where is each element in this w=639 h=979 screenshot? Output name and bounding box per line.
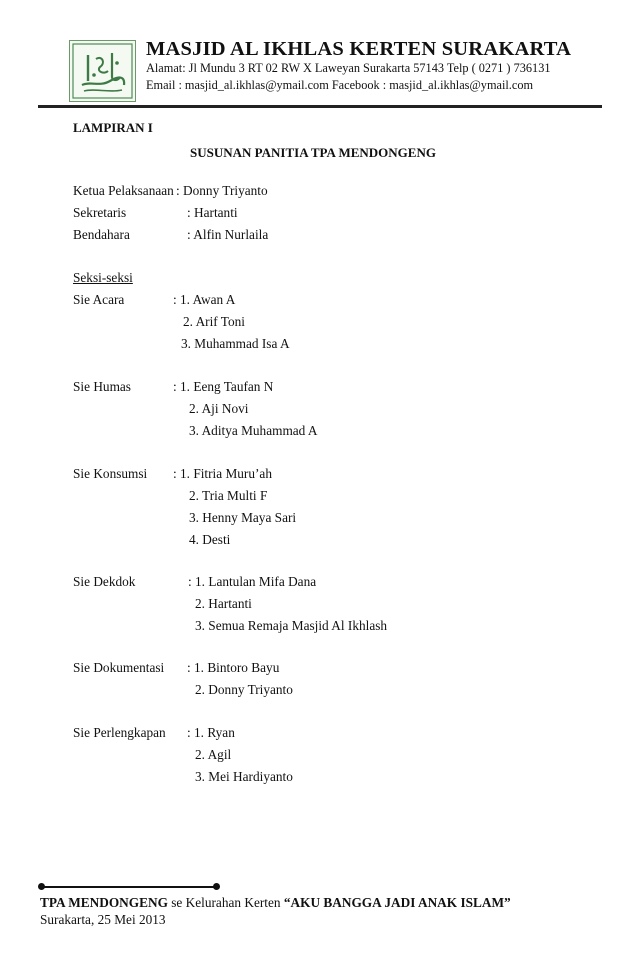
section-member: 2. Agil <box>195 747 232 762</box>
organization-name: MASJID AL IKHLAS KERTEN SURAKARTA <box>146 38 572 60</box>
divider-dot-icon <box>213 883 220 890</box>
section-member: 3. Semua Remaja Masjid Al Ikhlash <box>195 618 388 633</box>
sections-heading: Seksi-seksi <box>73 270 133 285</box>
section-member: : 1. Eeng Taufan N <box>173 379 274 394</box>
header-divider <box>38 105 602 108</box>
attachment-label: LAMPIRAN I <box>73 120 153 135</box>
divider-dot-icon <box>38 883 45 890</box>
section-name: Sie Konsumsi <box>73 466 148 481</box>
footer-program-name: TPA MENDONGENG <box>40 895 168 910</box>
section-member: 2. Tria Multi F <box>189 488 268 503</box>
officer-name: : Hartanti <box>187 205 238 220</box>
section-member: 2. Donny Triyanto <box>195 682 293 697</box>
officer-role: Sekretaris <box>73 205 127 220</box>
footer-slogan: “AKU BANGGA JADI ANAK ISLAM” <box>283 895 511 910</box>
section-member: : 1. Awan A <box>173 292 236 307</box>
footer-divider <box>42 886 218 888</box>
section-name: Sie Humas <box>73 379 131 394</box>
section-member: 3. Mei Hardiyanto <box>195 769 293 784</box>
section-member: : 1. Bintoro Bayu <box>187 660 280 675</box>
footer-tagline <box>40 895 511 911</box>
section-member: 3. Henny Maya Sari <box>189 510 297 525</box>
section-member: 4. Desti <box>189 532 231 547</box>
section-member: 2. Aji Novi <box>189 401 249 416</box>
section-member: 3. Aditya Muhammad A <box>189 423 318 438</box>
officer-name: : Donny Triyanto <box>176 183 268 198</box>
footer-place-date: Surakarta, 25 Mei 2013 <box>40 912 166 927</box>
section-member: : 1. Ryan <box>187 725 235 740</box>
section-name: Sie Dokumentasi <box>73 660 165 675</box>
section-name: Sie Dekdok <box>73 574 136 589</box>
calligraphy-icon <box>70 41 135 101</box>
section-name: Sie Perlengkapan <box>73 725 166 740</box>
section-member: 2. Hartanti <box>195 596 252 611</box>
footer-area: se Kelurahan Kerten <box>167 895 284 910</box>
address-line: Alamat: Jl Mundu 3 RT 02 RW X Laweyan Surakarta 57143 Telp ( 0271 ) 736131 <box>146 61 551 75</box>
section-member: 3. Muhammad Isa A <box>181 336 290 351</box>
officer-name: : Alfin Nurlaila <box>187 227 269 242</box>
officer-role: Ketua Pelaksanaan <box>73 183 174 198</box>
mosque-calligraphy-logo <box>69 40 136 102</box>
officer-role: Bendahara <box>73 227 130 242</box>
document-title: SUSUNAN PANITIA TPA MENDONGENG <box>190 145 436 160</box>
section-name: Sie Acara <box>73 292 125 307</box>
section-member: : 1. Fitria Muru’ah <box>173 466 272 481</box>
section-member: : 1. Lantulan Mifa Dana <box>188 574 317 589</box>
section-member: 2. Arif Toni <box>183 314 245 329</box>
contact-line: Email : masjid_al.ikhlas@ymail.com Facebook : masjid_al.ikhlas@ymail.com <box>146 78 534 92</box>
